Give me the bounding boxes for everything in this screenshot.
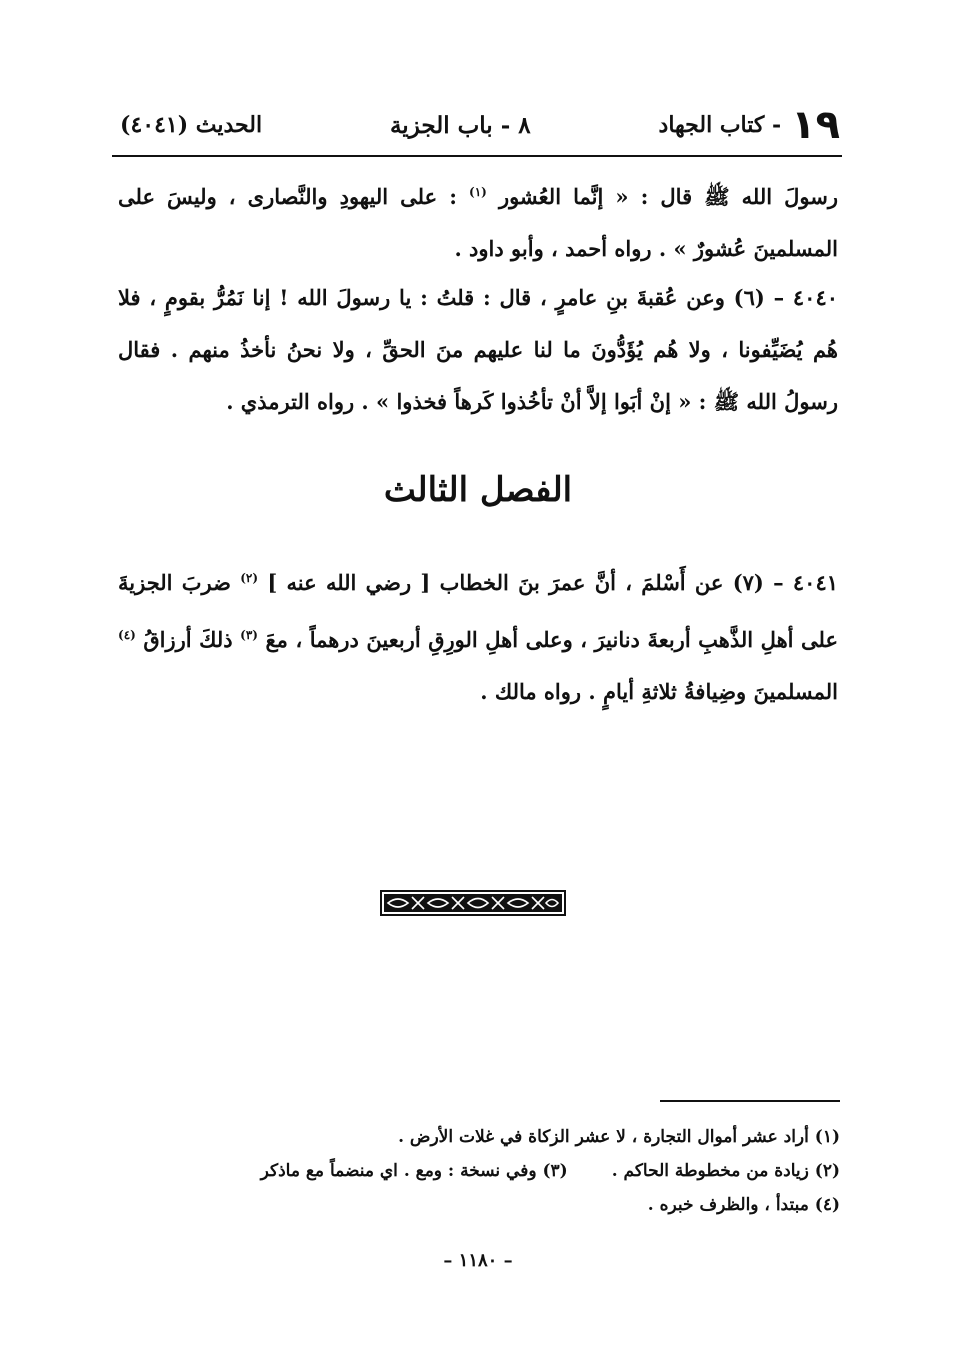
page-header (120, 100, 840, 150)
section-heading: الفصل الثالث (383, 470, 573, 510)
paragraph-text: ٤٠٤١ – (٧) عن أَسْلمَ ، أنَّ عمرَ بنَ الخطاب [ رضي الله عنه ] (267, 570, 839, 595)
header-divider (112, 155, 842, 157)
paragraph-hadith-4040: ٤٠٤٠ – (٦) وعن عُقبةَ بنِ عامرٍ ، قال : قلتُ : يا رسولَ الله ! إنا نَمُرُّ بقومٍ ، فلا هُم يُضَيِّفونا ، ولا هُم يُؤَدُّونَ ما لنا عليهم منَ الحقِّ ، ولا نحنُ نأخذُ منهم . فقال رسولُ الله ﷺ : « إنْ أبَوا إلاَّ أنْ تأخُذوا كَرهاً فخذوا » . رواه الترمذي . (118, 285, 839, 414)
footnote-2: (٢) زيادة من مخطوطة الحاكم . (611, 1161, 840, 1181)
footnote-row (160, 1154, 840, 1188)
ornament-divider-icon (380, 890, 566, 916)
paragraph-text: ذلكَ أرزاقُ (143, 627, 233, 652)
footnote-ref[interactable]: (١) (469, 185, 487, 199)
paragraph-hadith-4039-end (118, 166, 838, 275)
footnote-1: (١) أراد عشر أموال التجارة ، لا عشر الزكاة في غلات الأرض . (398, 1127, 840, 1147)
paragraph-text: المسلمينَ وضِيافةُ ثلاثةِ أيامٍ . رواه مالك . (480, 679, 838, 704)
footnote-ref[interactable]: (٢) (240, 571, 259, 585)
hadith-reference: الحديث (٤٠٤١) (120, 112, 263, 138)
book-title: - كتاب الجهاد (658, 112, 782, 138)
paragraph-text: رسولَ الله ﷺ قال : « إنَّما العُشور (498, 184, 838, 209)
footnote-divider (660, 1100, 840, 1102)
chapter-number: ١٩ (791, 102, 840, 148)
chapter-label (658, 102, 840, 148)
chapter-title: ٨ - باب الجزية (389, 111, 531, 139)
paragraph-text: : على اليهودِ والنَّصارى ، وليسَ على المسلمينَ عُشورٌ » . رواه أحمد ، وأبو داود . (118, 184, 838, 261)
footnote-ref[interactable]: (٤) (118, 628, 136, 642)
footnote-4: (٤) مبتدأ ، والظرف خبره . (647, 1195, 840, 1215)
footnotes (160, 1120, 840, 1222)
footnote-3: (٣) وفي نسخة : ومع . اي منضماً مع ماذكر (260, 1161, 568, 1181)
page-number: – ١١٨٠ – (443, 1250, 513, 1271)
footnote-ref[interactable]: (٣) (240, 628, 258, 642)
paragraph-hadith-4041 (118, 552, 838, 718)
paragraph-text: ضربَ الجزيةَ على أهلِ الذَّهبِ أربعةَ دنانيرَ ، وعلى أهلِ الورِقِ أربعينَ درهماً ، معَ (118, 570, 838, 652)
